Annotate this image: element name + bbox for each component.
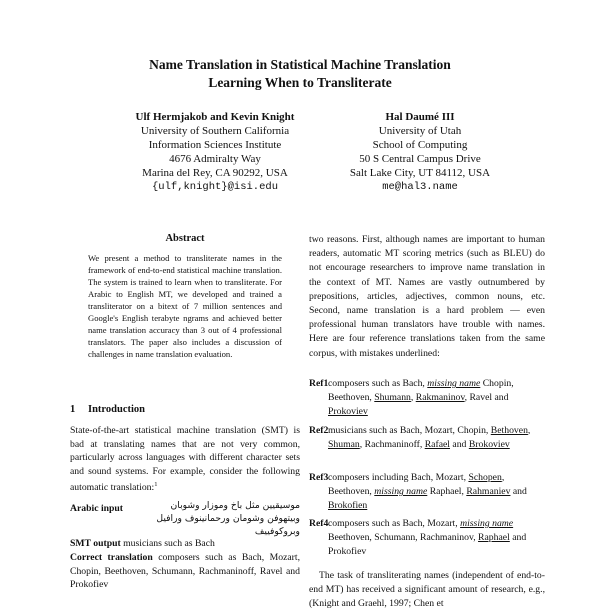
- institute-left: Information Sciences Institute: [148, 139, 282, 151]
- ref-error: Shuman: [328, 439, 360, 451]
- author-names-right: Hal Daumé III: [385, 111, 455, 123]
- section-number: 1: [70, 404, 76, 415]
- ref-text: composers including Bach, Mozart,: [328, 472, 469, 483]
- title-line-1: Name Translation in Statistical Machine Translation: [149, 57, 451, 72]
- example-smt: [70, 537, 300, 551]
- reference-1: [309, 377, 545, 420]
- ref-body: [328, 517, 545, 560]
- ref-text: composers such as Bach,: [328, 378, 428, 389]
- reference-2: [309, 424, 545, 452]
- ref-label: Ref3: [309, 472, 329, 483]
- ref-error: Schopen: [468, 472, 502, 483]
- correct-translation-text: composers such as Bach, Mozart, Chopin, Beethoven, Schumann, Rachmaninoff, Ravel and Prokofiev: [70, 552, 301, 591]
- footnote-mark: 1: [154, 481, 158, 489]
- paper-title: [0, 56, 600, 92]
- ref-body: [328, 471, 545, 514]
- ref-error: Shumann: [374, 392, 411, 404]
- author-block-right: [315, 110, 525, 194]
- ref-text: Raphael,: [427, 486, 467, 498]
- ref-label: Ref1: [309, 378, 329, 389]
- right-column-paragraph-2: The task of transliterating names (independent of end-to-end MT) has received a significant amount of research, e.g., (Knight and Graehl, 1997; Chen et: [309, 570, 545, 610]
- smt-output-label: SMT output: [70, 538, 121, 549]
- arabic-input-label: Arabic input: [70, 503, 124, 514]
- ref-error: missing name: [427, 378, 481, 389]
- section-title: Introduction: [88, 404, 145, 415]
- reference-3: [309, 471, 545, 514]
- ref-text: and: [510, 486, 527, 498]
- ref-text: musicians such as Bach, Mozart, Chopin,: [328, 425, 491, 436]
- ref-error: Rafael: [424, 439, 450, 451]
- city-left: Marina del Rey, CA 90292, USA: [142, 167, 288, 179]
- author-block-left: [110, 110, 320, 194]
- intro-text: State-of-the-art statistical machine translation (SMT) is bad at translating names that are not very common, particularly across languages with different character sets and sound systems. For example, consider the following automatic translation:: [70, 425, 300, 494]
- ref-error: Bethoven: [490, 425, 528, 436]
- affiliation-left: University of Southern California: [140, 125, 290, 137]
- ref-text: , Rachmaninoff,: [359, 439, 425, 451]
- ref-text: and: [449, 439, 469, 451]
- ref-error: missing name: [460, 518, 514, 529]
- abstract-heading: Abstract: [165, 233, 205, 244]
- email-left: {ulf,knight}@isi.edu: [151, 181, 279, 193]
- abstract-text: We present a method to transliterate names in the framework of end-to-end statistical machine translation. The system is trained to learn when to transliterate. For Arabic to English MT, we developed and trained a transliterator on a bitext of 7 million sentences and Google's English terabyte ngrams and achieved better name translation accuracy than 3 out of 4 professional translators. The paper also includes a discussion of challenges in name translation evaluation.: [88, 253, 282, 359]
- ref-label: Ref2: [309, 425, 329, 436]
- ref-text: and Prokofiev: [328, 532, 527, 558]
- intro-paragraph: [70, 424, 300, 495]
- ref-body: [328, 377, 545, 420]
- ref-text: ,: [527, 425, 531, 436]
- title-line-2: Learning When to Transliterate: [208, 75, 392, 90]
- ref-label: Ref4: [309, 518, 329, 529]
- author-names-left: Ulf Hermjakob and Kevin Knight: [135, 111, 295, 123]
- section-heading-introduction: [70, 404, 145, 415]
- ref-error: Brokoviev: [468, 439, 510, 451]
- right-column-paragraph: two reasons. First, although names are important to human readers, automatic MT scoring metrics (such as BLEU) do not encourage researchers to improve name translation in the context of MT. Names are vastly outnumbered by prepositions, articles, adjectives, common nouns, etc. Second, name translation is a hard problem — even professional human translators have trouble with names. Here are four reference translations taken from the same corpus, with mistakes underlined:: [309, 234, 545, 359]
- ref-error: Prokoviev: [328, 406, 368, 418]
- arabic-input-text: موسيقيين مثل باخ وموزار وشوبان وبيتهوفن وشومان ورحمانينوف ورافيل وبروكوفييف: [156, 500, 300, 537]
- street-left: 4676 Admiralty Way: [169, 153, 261, 165]
- smt-output-text: musicians such as Bach: [123, 538, 215, 549]
- ref-text: , Ravel and: [464, 392, 509, 404]
- ref-error: Brokofien: [328, 500, 368, 512]
- email-right: me@hal3.name: [382, 181, 458, 193]
- ref-error: missing name: [374, 486, 428, 498]
- ref-error: Rakmaninov: [415, 392, 465, 404]
- ref-body: [328, 424, 545, 452]
- street-right: 50 S Central Campus Drive: [359, 153, 481, 165]
- ref-text: composers such as Bach, Mozart,: [328, 518, 461, 529]
- ref-error: Raphael: [478, 532, 510, 544]
- reference-4: [309, 517, 545, 560]
- city-right: Salt Lake City, UT 84112, USA: [349, 167, 491, 179]
- correct-translation-label: Correct translation: [70, 552, 153, 563]
- ref-text: Chopin, Beethoven,: [328, 378, 514, 404]
- institute-right: School of Computing: [372, 139, 468, 151]
- ref-error: Rahmaniev: [466, 486, 511, 498]
- ref-text: , Beethoven,: [328, 472, 505, 498]
- ref-text: Beethoven, Schumann, Rachmaninov,: [328, 532, 479, 544]
- ref-text: ,: [410, 392, 416, 404]
- example-correct: [70, 551, 300, 592]
- affiliation-right: University of Utah: [378, 125, 462, 137]
